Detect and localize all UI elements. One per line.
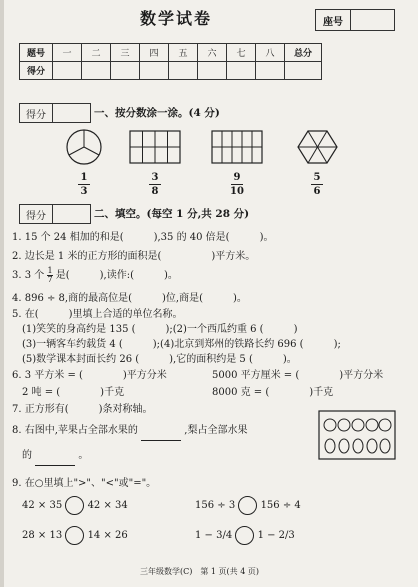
compare-left: 42 × 35 (22, 500, 63, 511)
score-box-field[interactable] (53, 104, 90, 122)
section1-score-box (19, 103, 91, 123)
page-footer: 三年级数学(C) 第 1 页(共 4 页) (140, 567, 259, 576)
question-2: 2. 边长是 1 米的正方形的面积是( )平方米。 (12, 251, 256, 262)
compare-right: 1 − 2/3 (257, 530, 295, 541)
compare-left: 1 − 3/4 (195, 530, 233, 541)
pear-icon (325, 439, 390, 453)
question-8-text-d: 。 (78, 450, 89, 461)
score-cell[interactable] (82, 62, 111, 80)
score-cell[interactable] (111, 62, 140, 80)
question-5-part-5: (5)数学课本封面长约 26 ( ),它的面积约是 5 ( )。 (22, 354, 297, 365)
score-cell[interactable] (227, 62, 256, 80)
score-cell[interactable] (169, 62, 198, 80)
fraction-shapes (0, 125, 418, 171)
fraction-numerator: 1 (80, 172, 88, 183)
rect-tenths-shape[interactable] (212, 131, 262, 163)
question-5-part-3-4: (3)一辆客车约载货 4 ( );(4)北京到郑州的铁路长约 696 ( ); (22, 339, 341, 350)
score-header-cell: 六 (198, 44, 227, 62)
score-header-cell: 题号 (20, 44, 53, 62)
question-4: 4. 896 ÷ 8,商的最高位是( )位,商是( )。 (12, 293, 247, 304)
compare-circle-input[interactable] (65, 526, 84, 545)
compare-item (195, 526, 295, 545)
compare-right: 14 × 26 (87, 530, 128, 541)
seat-value-field[interactable] (351, 10, 394, 30)
compare-circle-input[interactable] (65, 496, 84, 515)
circle-thirds-shape[interactable] (67, 130, 101, 164)
compare-item (22, 526, 128, 545)
question-6-left-a: 6. 3 平方米 = ( )平方分米 (12, 370, 167, 381)
fraction-numerator: 5 (313, 172, 321, 183)
fraction-denominator: 10 (230, 186, 244, 197)
question-8-line1 (12, 420, 247, 441)
question-6-right-a: 5000 平方厘米 = ( )平方分米 (212, 370, 384, 381)
score-header-cell: 七 (227, 44, 256, 62)
binding-margin (0, 0, 4, 587)
question-1: 1. 15 个 24 相加的和是( ),35 的 40 倍是( )。 (12, 232, 274, 243)
score-table-score-row (20, 62, 322, 80)
question-3-text-a: 3. 3 个 (12, 270, 45, 281)
fraction-denominator: 6 (313, 186, 321, 197)
score-box-label: 得分 (20, 205, 53, 223)
score-header-cell: 八 (256, 44, 285, 62)
fraction-label (307, 172, 327, 197)
page-title: 数学试卷 (140, 9, 213, 28)
score-header-cell: 三 (111, 44, 140, 62)
score-cell[interactable] (256, 62, 285, 80)
score-header-cell: 四 (140, 44, 169, 62)
section1-title: 一、按分数涂一涂。(4 分) (94, 107, 220, 119)
fraction-label (145, 172, 165, 197)
question-9: 9. 在○里填上">"、"<"或"="。 (12, 478, 157, 489)
compare-left: 28 × 13 (22, 530, 63, 541)
score-header-cell: 五 (169, 44, 198, 62)
fraction-label (74, 172, 94, 197)
score-table (19, 43, 322, 80)
compare-item (195, 496, 301, 515)
question-6-right-b: 8000 克 = ( )千克 (212, 387, 334, 398)
fraction-numerator: 1 (47, 266, 53, 275)
score-row-label: 得分 (20, 62, 53, 80)
compare-right: 156 ÷ 4 (260, 500, 301, 511)
question-3-fraction (47, 267, 52, 284)
score-box-label: 得分 (20, 104, 53, 122)
question-8-text-a: 8. 右图中,苹果占全部水果的 (12, 425, 138, 436)
question-3-text-b: 是( ),读作:( )。 (55, 270, 178, 281)
question-8-line2 (22, 445, 88, 466)
compare-right: 42 × 34 (87, 500, 128, 511)
fraction-numerator: 9 (233, 172, 241, 183)
fraction-numerator: 3 (151, 172, 159, 183)
apple-icon (324, 419, 391, 431)
compare-left: 156 ÷ 3 (195, 500, 236, 511)
fraction-denominator: 8 (151, 186, 159, 197)
rect-eighths-shape[interactable] (130, 131, 180, 163)
question-8-text-b: ,梨占全部水果 (184, 425, 248, 436)
compare-circle-input[interactable] (235, 526, 254, 545)
score-header-cell: 一 (53, 44, 82, 62)
score-cell[interactable] (140, 62, 169, 80)
question-7: 7. 正方形有( )条对称轴。 (12, 404, 153, 415)
score-table-header-row (20, 44, 322, 62)
score-cell[interactable] (53, 62, 82, 80)
seat-label: 座号 (316, 10, 351, 30)
question-8-text-c: 的 (22, 450, 32, 461)
section2-score-box (19, 204, 91, 224)
fraction-label (227, 172, 247, 197)
score-box-field[interactable] (53, 205, 90, 223)
question-5-part-1-2: (1)笑笑的身高约是 135 ( );(2)一个西瓜约重 6 ( ) (22, 324, 298, 335)
score-header-cell: 总分 (285, 44, 322, 62)
question-5: 5. 在( )里填上合适的单位名称。 (12, 309, 183, 320)
question-8-fraction-blank-apples[interactable] (141, 420, 181, 441)
question-6-left-b: 2 吨 = ( )千克 (22, 387, 125, 398)
fruit-picture (318, 410, 396, 460)
compare-item (22, 496, 128, 515)
hexagon-sixths-shape[interactable] (298, 131, 337, 163)
fraction-denominator: 7 (47, 275, 53, 284)
section2-title: 二、填空。(每空 1 分,共 28 分) (94, 208, 250, 220)
seat-number-box (315, 9, 395, 31)
compare-circle-input[interactable] (238, 496, 257, 515)
score-header-cell: 二 (82, 44, 111, 62)
score-cell[interactable] (285, 62, 322, 80)
score-cell[interactable] (198, 62, 227, 80)
fraction-denominator: 3 (80, 186, 88, 197)
question-3 (12, 266, 178, 284)
question-8-fraction-blank-pears[interactable] (35, 445, 75, 466)
